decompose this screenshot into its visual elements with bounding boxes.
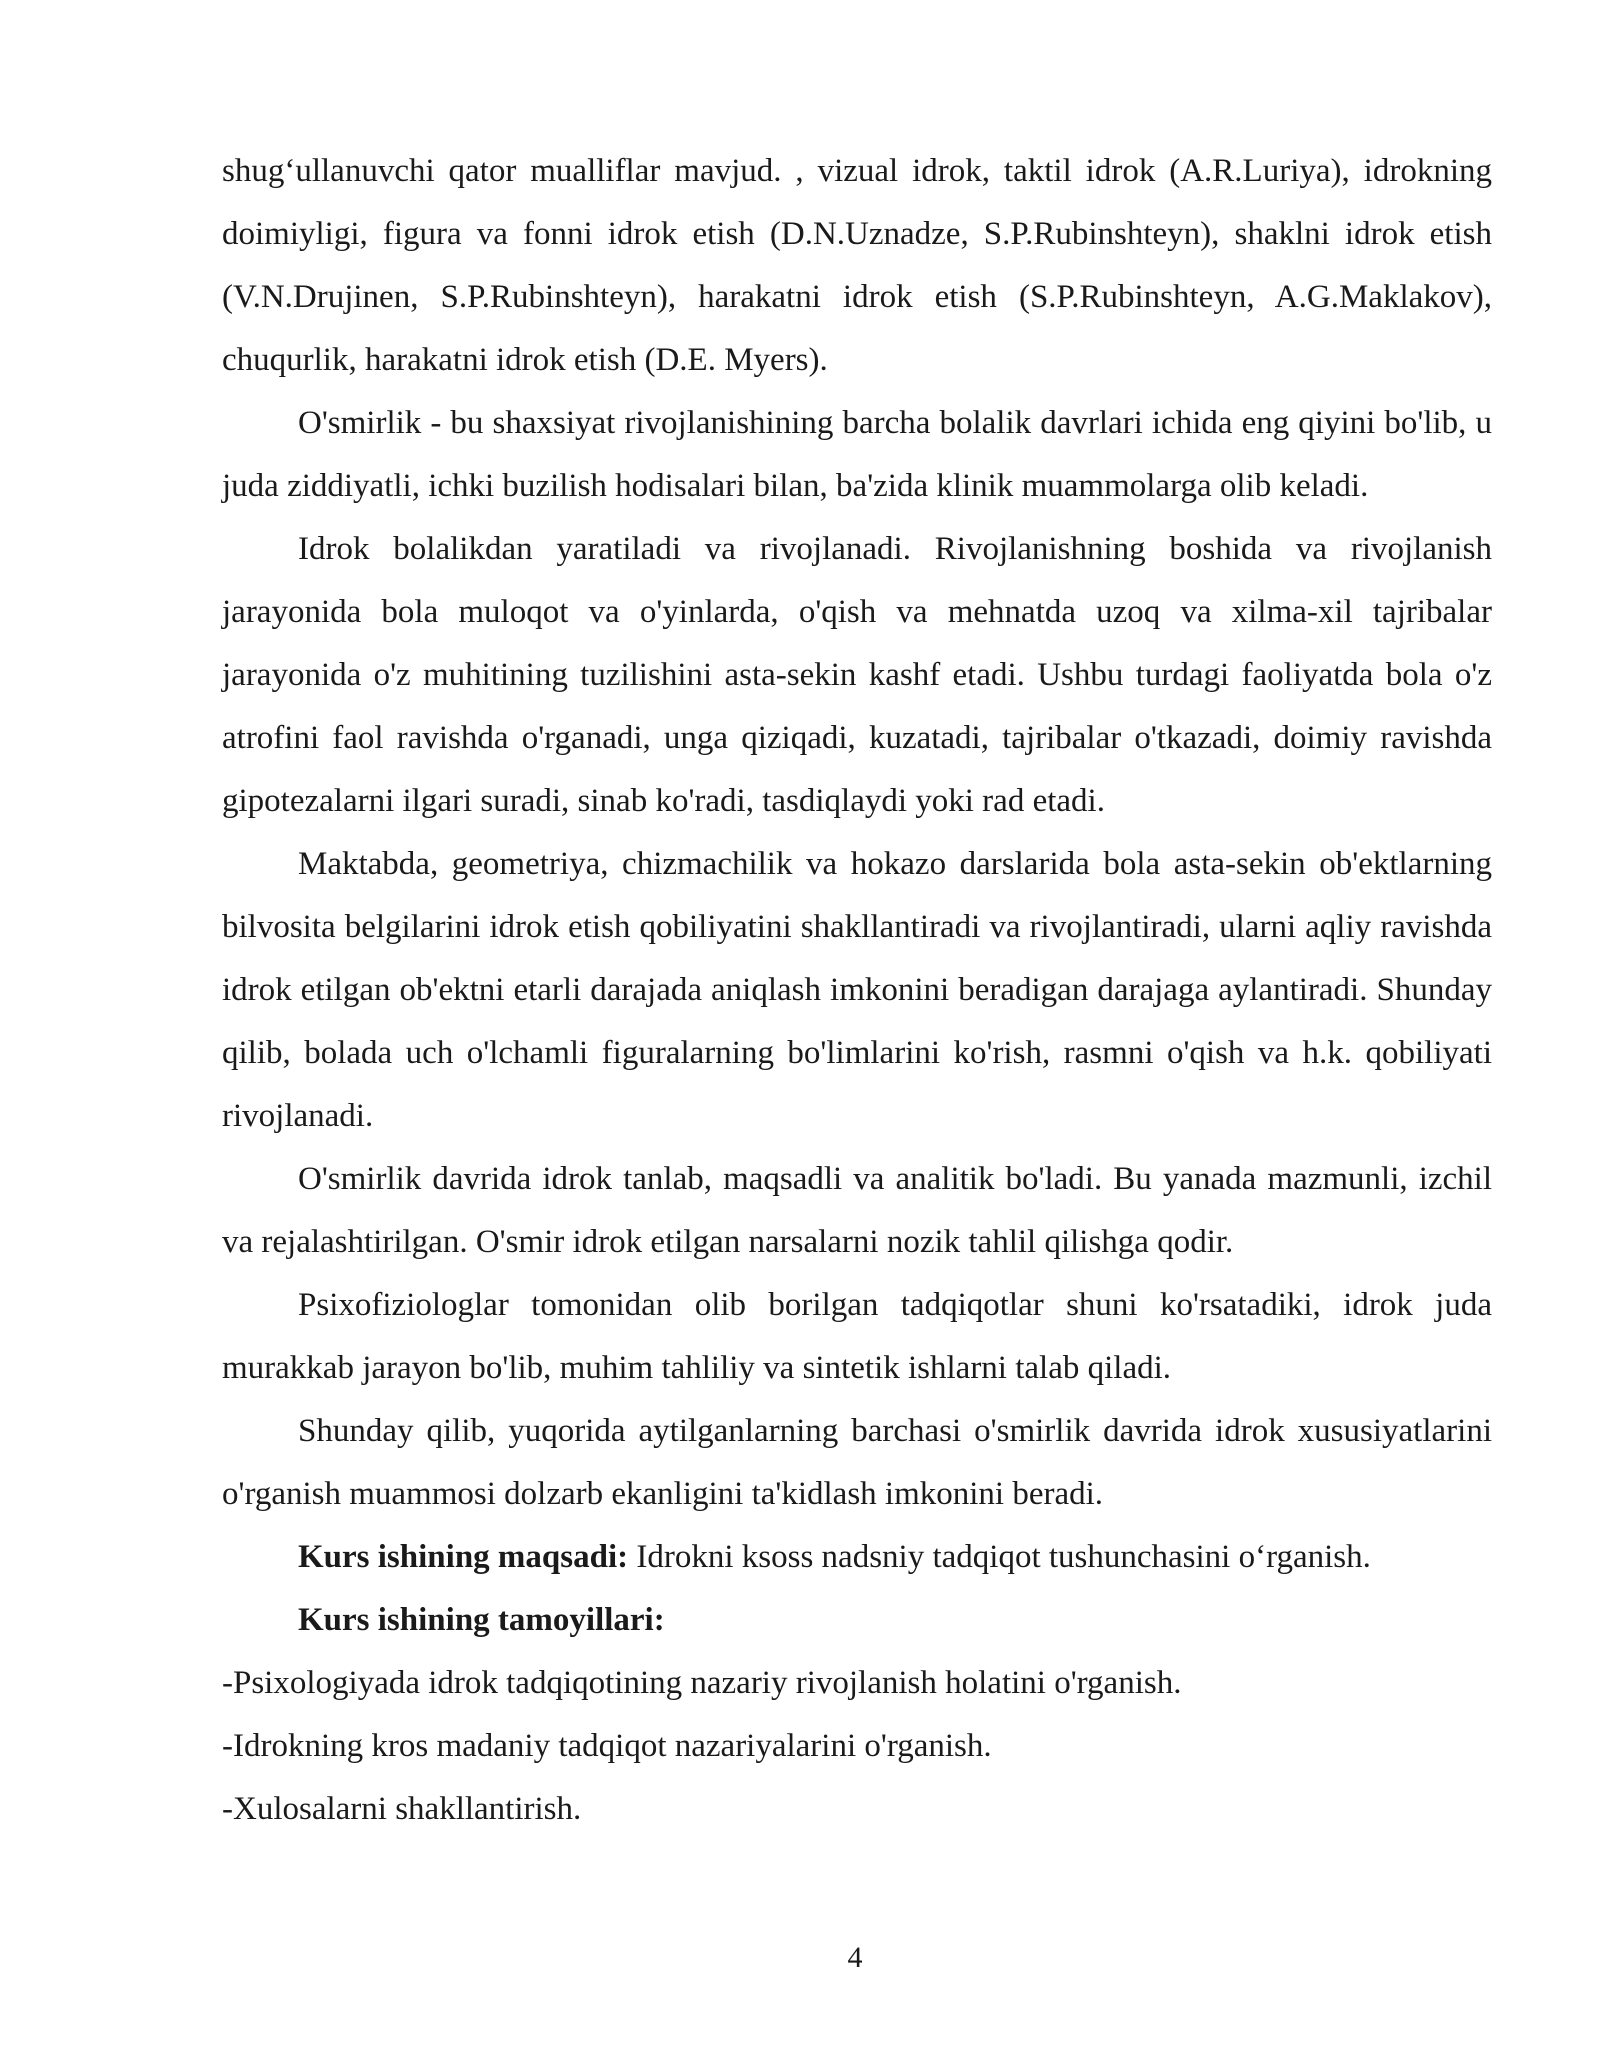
goal-label: Kurs ishining maqsadi: bbox=[298, 1539, 629, 1575]
paragraph-adolescent-perception: O'smirlik davrida idrok tanlab, maqsadli va analitik bo'ladi. Bu yanada mazmunli, izchil va rejalashtirilgan. O'smir idrok etilgan narsalarni nozik tahlil qilishga qodir. bbox=[222, 1161, 1492, 1260]
goal-line bbox=[222, 1526, 1492, 1589]
paragraph-psychophysiologists: Psixofiziologlar tomonidan olib borilgan tadqiqotlar shuni ko'rsatadiki, idrok juda murakkab jarayon bo'lib, muhim tahliliy va sintetik ishlarni talab qiladi. bbox=[222, 1287, 1492, 1386]
paragraph-authors: shug‘ullanuvchi qator mualliflar mavjud. , vizual idrok, taktil idrok (A.R.Luriya), idrokning doimiyligi, figura va fonni idrok etish (D.N.Uznadze, S.P.Rubinshteyn), shaklni idrok etish (V.N.Drujinen, S.P.Rubinshteyn), harakatni idrok etish (S.P.Rubinshteyn, A.G.Maklakov), chuqurlik, harakatni idrok etish (D.E. Myers). bbox=[222, 153, 1492, 378]
page-number: 4 bbox=[847, 1941, 863, 1974]
principle-item-1: -Psixologiyada idrok tadqiqotining nazariy rivojlanish holatini o'rganish. bbox=[222, 1665, 1182, 1701]
paragraph-school: Maktabda, geometriya, chizmachilik va hokazo darslarida bola asta-sekin ob'ektlarning bilvosita belgilarini idrok etish qobiliyatini shakllantiradi va rivojlantiradi, ularni aqliy ravishda idrok etilgan ob'ektni etarli darajada aniqlash imkonini beradigan darajaga aylantiradi. Shunday qilib, bolada uch o'lchamli figuralarning bo'limlarini ko'rish, rasmni o'qish va h.k. qobiliyati rivojlanadi. bbox=[222, 846, 1492, 1134]
goal-text: Idrokni ksoss nadsniy tadqiqot tushunchasini o‘rganish. bbox=[628, 1539, 1371, 1575]
paragraph-perception-childhood: Idrok bolalikdan yaratiladi va rivojlanadi. Rivojlanishning boshida va rivojlanish jarayonida bola muloqot va o'yinlarda, o'qish va mehnatda uzoq va xilma-xil tajribalar jarayonida o'z muhitining tuzilishini asta-sekin kashf etadi. Ushbu turdagi faoliyatda bola o'z atrofini faol ravishda o'rganadi, unga qiziqadi, kuzatadi, tajribalar o'tkazadi, doimiy ravishda gipotezalarni ilgari suradi, sinab ko'radi, tasdiqlaydi yoki rad etadi. bbox=[222, 531, 1492, 819]
principle-item-3: -Xulosalarni shakllantirish. bbox=[222, 1791, 582, 1827]
paragraph-adolescence: O'smirlik - bu shaxsiyat rivojlanishining barcha bolalik davrlari ichida eng qiyini bo'lib, u juda ziddiyatli, ichki buzilish hodisalari bilan, ba'zida klinik muammolarga olib keladi. bbox=[222, 405, 1492, 504]
principles-heading bbox=[222, 1589, 1492, 1652]
principle-item-2: -Idrokning kros madaniy tadqiqot nazariyalarini o'rganish. bbox=[222, 1728, 992, 1764]
paragraph-conclusion: Shunday qilib, yuqorida aytilganlarning barchasi o'smirlik davrida idrok xususiyatlarini o'rganish muammosi dolzarb ekanligini ta'kidlash imkonini beradi. bbox=[222, 1413, 1492, 1512]
principles-label: Kurs ishining tamoyillari: bbox=[298, 1602, 665, 1638]
page-body bbox=[222, 140, 1492, 1841]
